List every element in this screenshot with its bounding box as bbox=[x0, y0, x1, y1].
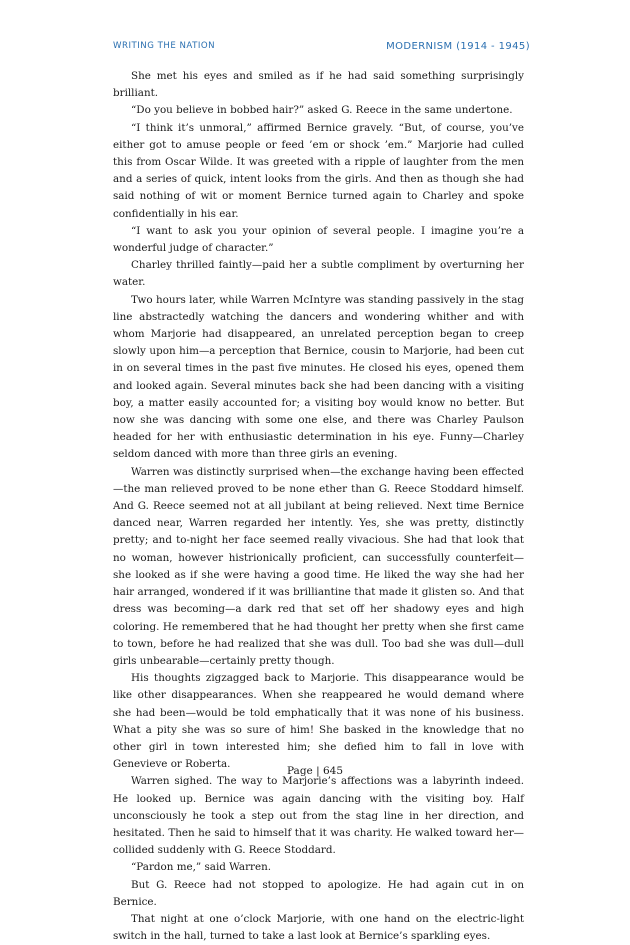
paragraph: Warren was distinctly surprised when—the exchange having been effected—the man relieved proved to be none ether than G. Reece Stoddard himself. And G. Reece seemed not at all jubilant at being relieved. Next time Bernice danced near, Warren regarded her intently. Yes, she was pretty, distinctly pretty; and to-night her face seemed really vivacious. She had that look that no woman, however histrionically proficient, can successfully counterfeit—she looked as if she were having a good time. He liked the way she had her hair arranged, wondered if it was brilliantine that made it glisten so. And that dress was becoming—a dark red that set off her shadowy eyes and high coloring. He remembered that he had thought her pretty when she first came to town, before he had realized that she was dull. Too bad she was dull—dull girls unbearable—certainly pretty though. bbox=[113, 465, 524, 667]
paragraph: “Pardon me,” said Warren. bbox=[131, 861, 272, 874]
paragraph: But G. Reece had not stopped to apologize. He had again cut in on Bernice. bbox=[113, 878, 524, 908]
paragraph: Charley thrilled faintly—paid her a subtle compliment by overturning her water. bbox=[113, 259, 524, 289]
paragraph: “Do you believe in bobbed hair?” asked G. Reece in the same undertone. bbox=[131, 104, 513, 117]
running-header-right: MODERNISM (1914 - 1945) bbox=[386, 41, 530, 52]
paragraph: She met his eyes and smiled as if he had said something surprisingly brilliant. bbox=[113, 70, 524, 100]
page-number: Page | 645 bbox=[286, 765, 344, 777]
paragraph: Warren sighed. The way to Marjorie’s affections was a labyrinth indeed. He looked up. Bernice was again dancing with the visiting boy. Half unconsciously he took a step out from the stag line in her direction, and hesitated. Then he said to himself that it was charity. He walked toward her—collided suddenly with G. Reece Stoddard. bbox=[113, 775, 524, 857]
paragraph: His thoughts zigzagged back to Marjorie. This disappearance would be like other disappearances. When she reappeared he would demand where she had been—would be told emphatically that it was none of his business. What a pity she was so sure of him! She basked in the knowledge that no other girl in town interested him; she defied him to fall in love with Genevieve or Roberta. bbox=[113, 672, 524, 771]
body-text bbox=[113, 68, 524, 945]
paragraph: That night at one o’clock Marjorie, with one hand on the electric-light switch in the hall, turned to take a last look at Bernice’s sparkling eyes. bbox=[113, 912, 524, 943]
paragraph: “I want to ask you your opinion of several people. I imagine you’re a wonderful judge of character.” bbox=[113, 224, 524, 255]
paragraph: “I think it’s unmoral,” affirmed Bernice gravely. “But, of course, you’ve either got to amuse people or feed ’em or shock ’em.” Marjorie had culled this from Oscar Wilde. It was greeted with a ripple of laughter from the men and a series of quick, intent looks from the girls. And then as though she had said nothing of wit or moment Bernice turned again to Charley and spoke confidentially in his ear. bbox=[113, 121, 524, 220]
running-header-left: WRITING THE NATION bbox=[113, 41, 216, 51]
paragraph: Two hours later, while Warren McIntyre was standing passively in the stag line abstractedly watching the dancers and wondering whither and with whom Marjorie had disappeared, an unrelated perception began to creep slowly upon him—a perception that Bernice, cousin to Marjorie, had been cut in on several times in the past five minutes. He closed his eyes, opened them and looked again. Several minutes back she had been dancing with a visiting boy, a matter easily accounted for; a visiting boy would know no better. But now she was dancing with some one else, and there was Charley Paulson headed for her with enthusiastic determination in his eye. Funny—Charley seldom danced with more than three girls an evening. bbox=[113, 293, 524, 461]
